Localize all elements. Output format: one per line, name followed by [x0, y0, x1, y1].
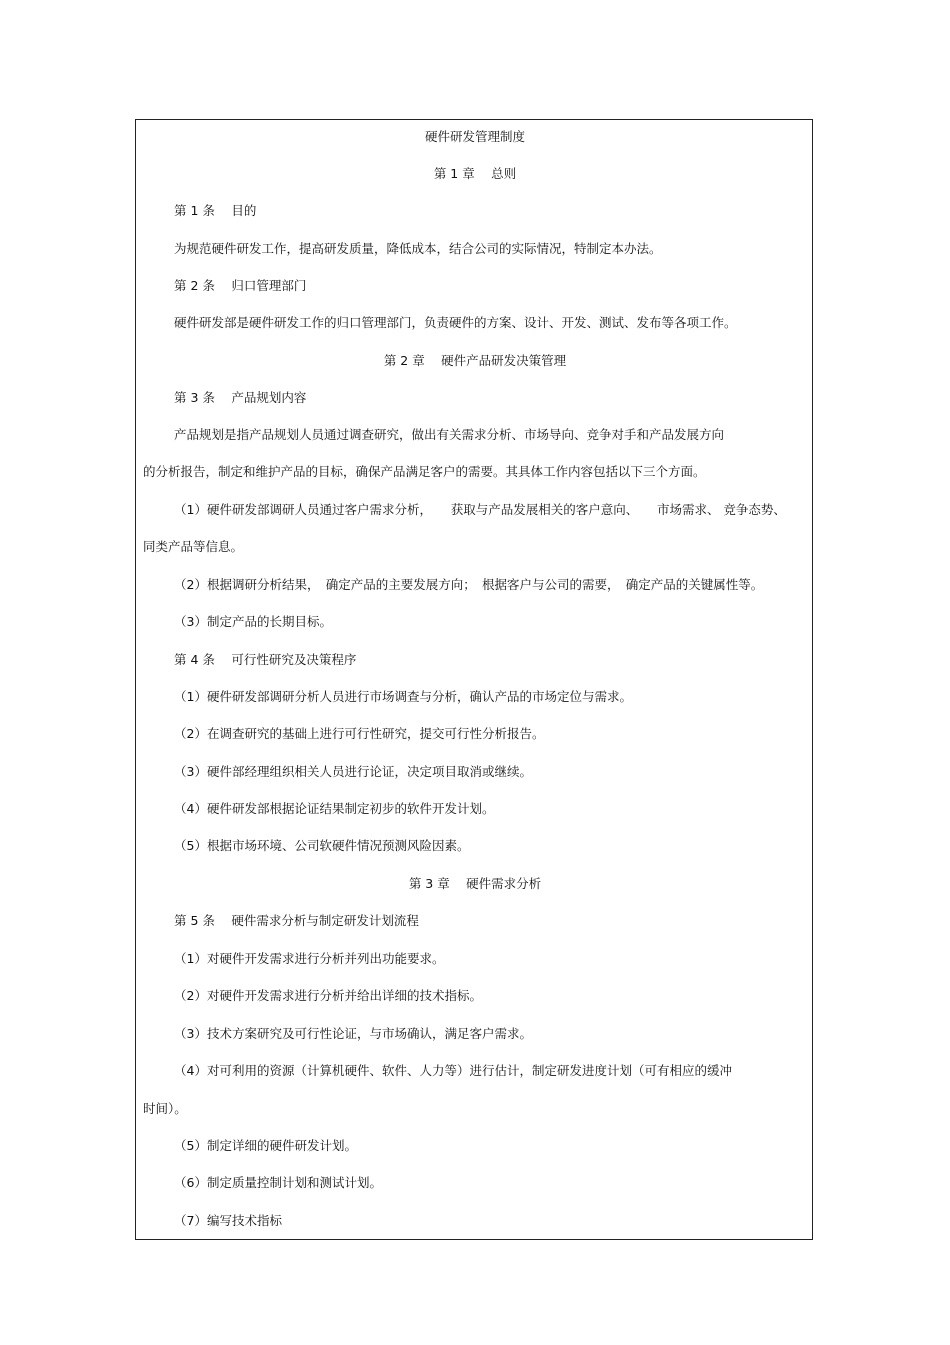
article-2-heading: 第 2 条 归口管理部门 — [174, 278, 307, 293]
article-1-heading: 第 1 条 目的 — [174, 203, 257, 218]
chapter-1-heading: 第 1 章 总则 — [433, 166, 517, 181]
article-5-item-1: （1）对硬件开发需求进行分析并列出功能要求。 — [174, 951, 445, 966]
article-1-text: 为规范硬件研发工作，提高研发质量，降低成本，结合公司的实际情况，特制定本办法。 — [174, 241, 662, 256]
chapter-2-heading: 第 2 章 硬件产品研发决策管理 — [383, 353, 567, 368]
article-5-item-4-line-1: （4）对可利用的资源（计算机硬件、软件、人力等）进行估计，制定研发进度计划（可有相应的缓冲 — [174, 1063, 732, 1078]
article-3-item-2: （2）根据调研分析结果， 确定产品的主要发展方向； 根据客户与公司的需要， 确定产品的关键属性等。 — [174, 577, 764, 592]
article-3-paragraph-line-1: 产品规划是指产品规划人员通过调查研究，做出有关需求分析、市场导向、竞争对手和产品发展方向 — [174, 427, 725, 442]
article-4-heading: 第 4 条 可行性研究及决策程序 — [174, 652, 357, 667]
article-3-heading: 第 3 条 产品规划内容 — [174, 390, 307, 405]
article-2-text: 硬件研发部是硬件研发工作的归口管理部门，负责硬件的方案、设计、开发、测试、发布等各项工作。 — [174, 315, 737, 330]
article-5-item-3: （3）技术方案研究及可行性论证，与市场确认，满足客户需求。 — [174, 1026, 532, 1041]
article-5-item-2: （2）对硬件开发需求进行分析并给出详细的技术指标。 — [174, 988, 482, 1003]
article-5-item-6: （6）制定质量控制计划和测试计划。 — [174, 1175, 382, 1190]
article-5-item-7: （7）编写技术指标 — [174, 1213, 282, 1228]
article-4-item-4: （4）硬件研发部根据论证结果制定初步的软件开发计划。 — [174, 801, 495, 816]
article-3-paragraph-line-2: 的分析报告，制定和维护产品的目标，确保产品满足客户的需要。其具体工作内容包括以下三个方面。 — [143, 464, 706, 479]
article-5-heading: 第 5 条 硬件需求分析与制定研发计划流程 — [174, 913, 419, 928]
article-5-item-5: （5）制定详细的硬件研发计划。 — [174, 1138, 357, 1153]
article-4-item-1: （1）硬件研发部调研分析人员进行市场调查与分析，确认产品的市场定位与需求。 — [174, 689, 632, 704]
article-3-item-1-line-2: 同类产品等信息。 — [143, 539, 244, 554]
article-3-item-3: （3）制定产品的长期目标。 — [174, 614, 332, 629]
article-5-item-4-line-2: 时间）。 — [143, 1101, 187, 1116]
chapter-3-heading: 第 3 章 硬件需求分析 — [408, 876, 542, 891]
article-4-item-5: （5）根据市场环境、公司软硬件情况预测风险因素。 — [174, 838, 470, 853]
article-3-item-1-line-1: （1）硬件研发部调研人员通过客户需求分析， 获取与产品发展相关的客户意向、 市场需求、 竞争态势、 — [174, 502, 786, 517]
document-title: 硬件研发管理制度 — [424, 129, 525, 144]
article-4-item-2: （2）在调查研究的基础上进行可行性研究，提交可行性分析报告。 — [174, 726, 545, 741]
article-4-item-3: （3）硬件部经理组织相关人员进行论证，决定项目取消或继续。 — [174, 764, 532, 779]
